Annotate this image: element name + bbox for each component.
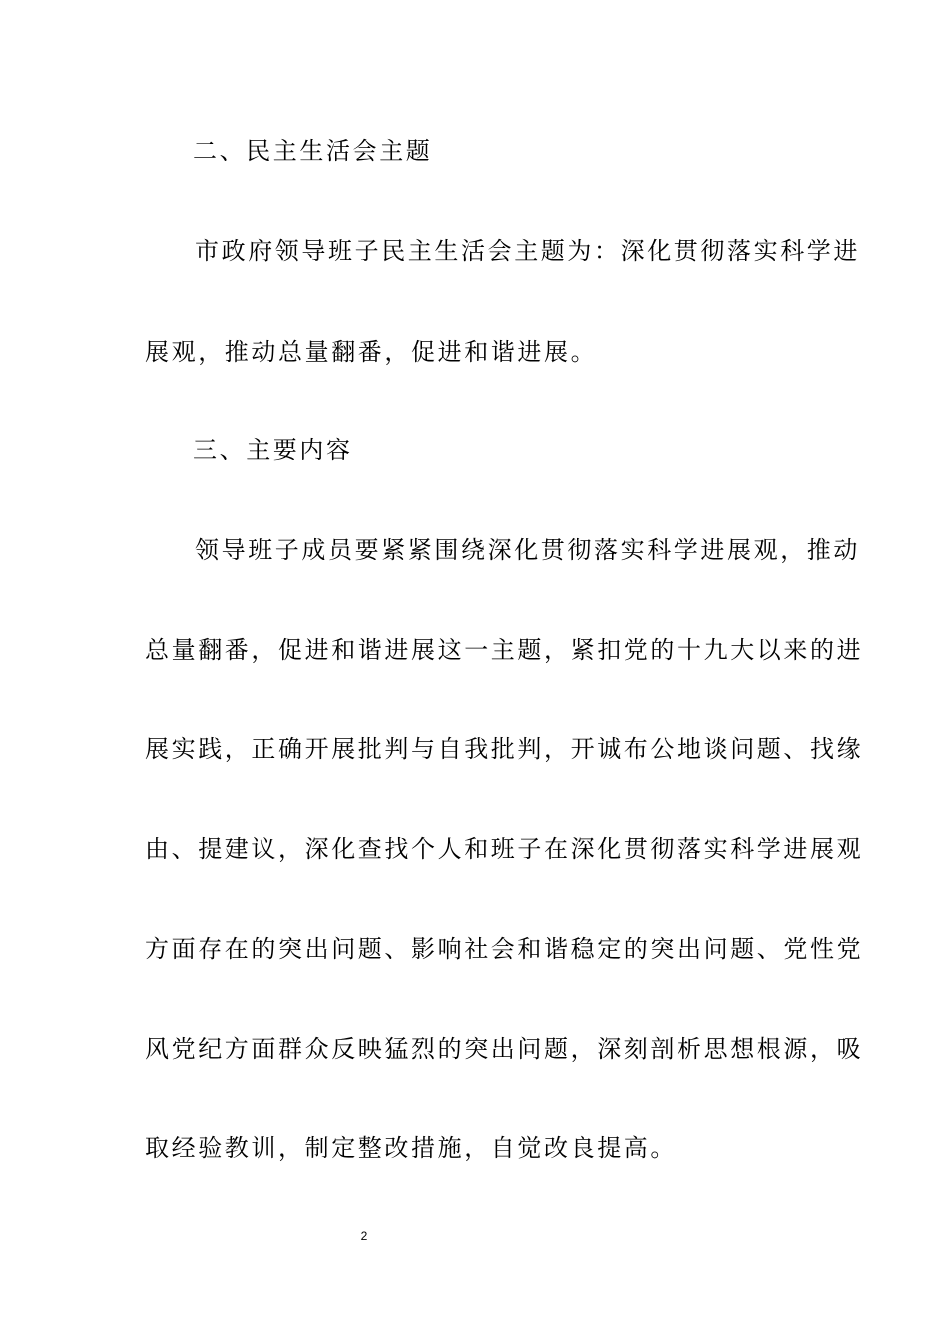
paragraph-line: 总量翻番，促进和谐进展这一主题，紧扣党的十九大以来的进 [145, 636, 864, 664]
paragraph-line: 展观，推动总量翻番，促进和谐进展。 [145, 338, 598, 366]
paragraph-line: 领导班子成员要紧紧围绕深化贯彻落实科学进展观，推动 [195, 536, 860, 564]
paragraph-line: 取经验教训，制定整改措施，自觉改良提高。 [145, 1134, 677, 1162]
paragraph-line: 市政府领导班子民主生活会主题为：深化贯彻落实科学进 [195, 237, 860, 265]
paragraph-line: 由、提建议，深化查找个人和班子在深化贯彻落实科学进展观 [145, 835, 864, 863]
paragraph-line: 展实践，正确开展批判与自我批判，开诚布公地谈问题、找缘 [145, 735, 864, 763]
paragraph-line: 方面存在的突出问题、影响社会和谐稳定的突出问题、党性党 [145, 935, 864, 963]
page-number: 2 [360, 1229, 368, 1243]
section-heading-theme: 二、民主生活会主题 [193, 137, 433, 165]
paragraph-line: 风党纪方面群众反映猛烈的突出问题，深刻剖析思想根源，吸 [145, 1035, 864, 1063]
section-heading-content: 三、主要内容 [193, 436, 353, 464]
